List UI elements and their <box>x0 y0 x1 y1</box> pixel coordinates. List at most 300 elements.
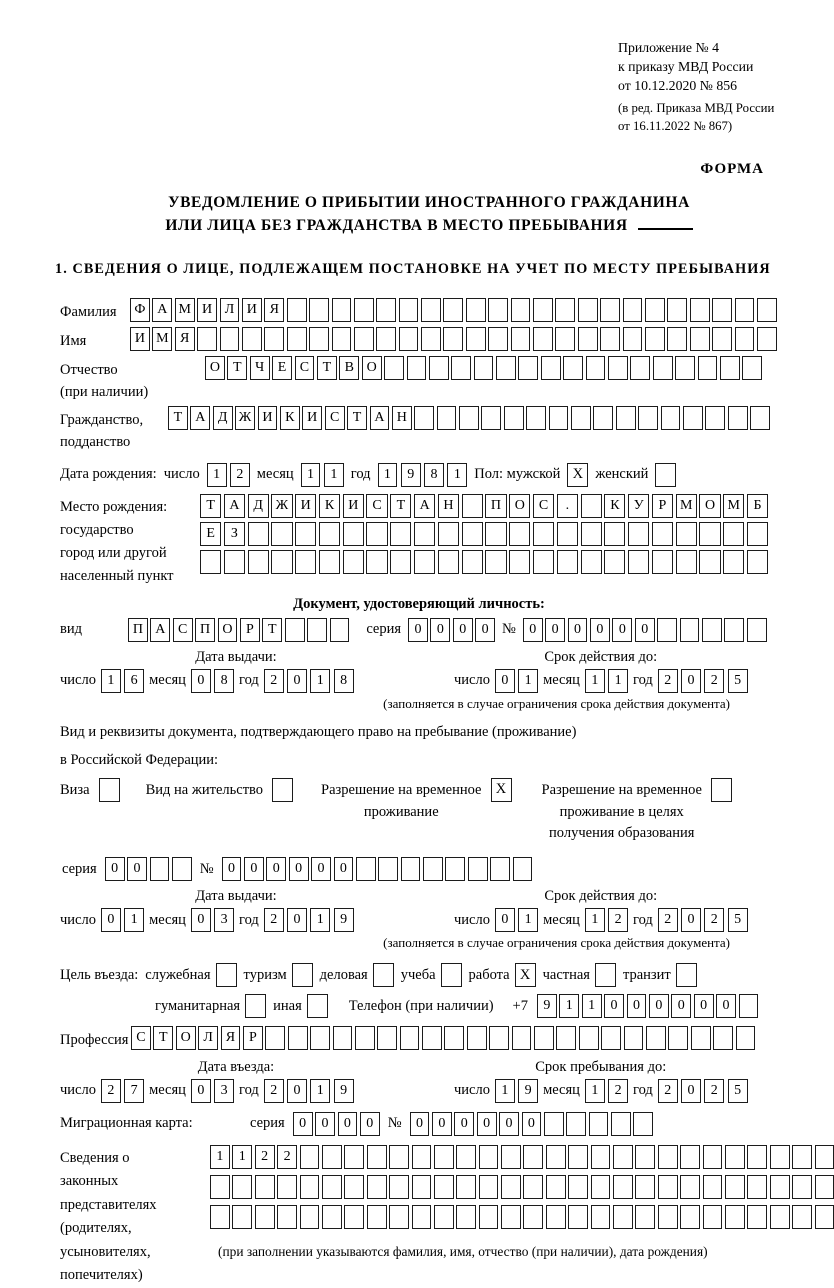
char-box: 2 <box>704 1079 724 1103</box>
birth-month-boxes <box>301 463 344 487</box>
char-box: 0 <box>604 994 624 1018</box>
option-temp-residence-permit-education: Разрешение на временное проживание в целях получения образования <box>542 778 732 845</box>
char-box: 0 <box>191 908 211 932</box>
firstname-boxes <box>130 327 777 351</box>
char-box <box>747 1205 767 1229</box>
char-box: 2 <box>658 908 678 932</box>
char-box: У <box>628 494 649 518</box>
purpose-work-checkbox: X <box>515 963 536 987</box>
identity-issue-month-boxes <box>191 669 234 693</box>
sex-male-checkbox: X <box>567 463 588 487</box>
char-box: 2 <box>658 669 678 693</box>
char-box <box>295 522 316 546</box>
char-box: 1 <box>585 669 605 693</box>
char-box: 0 <box>590 618 610 642</box>
char-box <box>265 1026 285 1050</box>
char-box <box>451 356 471 380</box>
char-box <box>705 406 725 430</box>
char-box: 2 <box>704 908 724 932</box>
char-box <box>376 298 396 322</box>
char-box <box>445 857 465 881</box>
char-box <box>792 1205 812 1229</box>
char-box <box>511 327 531 351</box>
char-box: 0 <box>287 908 307 932</box>
char-box: 1 <box>232 1145 252 1169</box>
char-box: 5 <box>728 1079 748 1103</box>
birth-month-label: месяц <box>256 466 294 483</box>
stay-month-boxes <box>585 1079 628 1103</box>
char-box: 1 <box>310 908 330 932</box>
char-box <box>770 1145 790 1169</box>
identity-doc-header: Документ, удостоверяющий личность: <box>293 595 545 612</box>
purpose-tourism: туризм <box>244 963 313 987</box>
char-box: О <box>509 494 530 518</box>
char-box <box>376 327 396 351</box>
char-box <box>623 298 643 322</box>
char-box <box>557 522 578 546</box>
identity-issue-day-boxes <box>101 669 144 693</box>
purpose-study-checkbox <box>441 963 462 987</box>
char-box <box>747 1175 767 1199</box>
char-box <box>757 327 777 351</box>
char-box <box>443 327 463 351</box>
char-box: А <box>152 298 172 322</box>
char-box: 9 <box>518 1079 538 1103</box>
char-box: 0 <box>635 618 655 642</box>
char-box <box>389 1145 409 1169</box>
residence-doc-number-boxes <box>222 857 533 881</box>
appendix-line-5: от 16.11.2022 № 867) <box>618 118 733 133</box>
char-box: 0 <box>293 1112 313 1136</box>
char-box <box>390 522 411 546</box>
purpose-tourism-checkbox <box>292 963 313 987</box>
birth-date-label: Дата рождения: <box>60 466 157 483</box>
option-visa: Виза <box>60 778 120 802</box>
char-box: 0 <box>495 669 515 693</box>
char-box: 6 <box>124 669 144 693</box>
char-box: 9 <box>537 994 557 1018</box>
char-box <box>690 298 710 322</box>
char-box: А <box>150 618 170 642</box>
birth-place-boxes-row-3 <box>200 550 768 574</box>
char-box: О <box>699 494 720 518</box>
birth-place-label: Место рождения: государство город или другой населенный пункт <box>60 498 174 585</box>
char-box <box>586 356 606 380</box>
char-box <box>489 1026 509 1050</box>
char-box: Т <box>168 406 188 430</box>
char-box: 1 <box>310 1079 330 1103</box>
char-box <box>248 550 269 574</box>
char-box <box>533 550 554 574</box>
char-box <box>630 356 650 380</box>
char-box <box>443 298 463 322</box>
identity-doc-kind-boxes <box>128 618 349 642</box>
char-box <box>601 1026 621 1050</box>
char-box <box>680 618 700 642</box>
char-box <box>533 522 554 546</box>
char-box: А <box>190 406 210 430</box>
char-box: Ж <box>271 494 292 518</box>
char-box <box>390 550 411 574</box>
char-box <box>523 1145 543 1169</box>
purpose-business: деловая <box>320 963 394 987</box>
char-box: 0 <box>222 857 242 881</box>
temp-residence-permit-checkbox: X <box>491 778 512 802</box>
purpose-work: работа X <box>469 963 536 987</box>
char-box <box>723 522 744 546</box>
char-box <box>616 406 636 430</box>
char-box <box>591 1205 611 1229</box>
char-box <box>578 298 598 322</box>
char-box <box>757 298 777 322</box>
char-box: Л <box>220 298 240 322</box>
char-box <box>566 1112 586 1136</box>
stay-year-boxes <box>658 1079 748 1103</box>
char-box <box>750 406 770 430</box>
char-box <box>474 356 494 380</box>
char-box <box>546 1145 566 1169</box>
char-box <box>438 550 459 574</box>
char-box <box>322 1175 342 1199</box>
char-box <box>533 298 553 322</box>
char-box: М <box>723 494 744 518</box>
char-box: 5 <box>728 908 748 932</box>
surname-row <box>60 298 778 324</box>
residence-doc-issue-group: число 0 1 месяц 0 3 год 2 0 1 9 <box>60 908 412 932</box>
char-box <box>568 1145 588 1169</box>
char-box: Е <box>200 522 221 546</box>
char-box <box>593 406 613 430</box>
char-box: 1 <box>447 463 467 487</box>
char-box <box>534 1026 554 1050</box>
char-box: 3 <box>214 1079 234 1103</box>
char-box <box>354 327 374 351</box>
appendix-line-3: от 10.12.2020 № 856 <box>618 78 738 94</box>
patronymic-row <box>60 356 778 404</box>
char-box <box>401 857 421 881</box>
identity-doc-dates <box>60 649 778 693</box>
char-box <box>747 618 767 642</box>
char-box: 1 <box>495 1079 515 1103</box>
phone-label: Телефон (при наличии) <box>348 997 494 1014</box>
char-box: С <box>173 618 193 642</box>
char-box <box>658 1145 678 1169</box>
char-box <box>703 1145 723 1169</box>
char-box <box>511 298 531 322</box>
char-box: 0 <box>454 1112 474 1136</box>
char-box: И <box>295 494 316 518</box>
char-box <box>332 298 352 322</box>
char-box <box>295 550 316 574</box>
char-box: 0 <box>244 857 264 881</box>
char-box <box>288 1026 308 1050</box>
stay-until-group: число 1 9 месяц 1 2 год 2 0 2 5 <box>454 1079 748 1103</box>
char-box <box>815 1205 834 1229</box>
char-box: 0 <box>101 908 121 932</box>
char-box <box>466 327 486 351</box>
char-box <box>485 522 506 546</box>
residence-permit-checkbox <box>272 778 293 802</box>
char-box <box>344 1145 364 1169</box>
char-box <box>725 1205 745 1229</box>
char-box <box>680 1175 700 1199</box>
char-box: 8 <box>214 669 234 693</box>
char-box <box>504 406 524 430</box>
char-box <box>479 1175 499 1199</box>
char-box: А <box>414 494 435 518</box>
legal-reps-boxes-row-2 <box>210 1175 834 1199</box>
char-box: П <box>128 618 148 642</box>
char-box <box>579 1026 599 1050</box>
char-box: К <box>319 494 340 518</box>
char-box: З <box>224 522 245 546</box>
char-box <box>675 356 695 380</box>
char-box <box>589 1112 609 1136</box>
char-box: 2 <box>255 1145 275 1169</box>
char-box: К <box>604 494 625 518</box>
char-box <box>319 550 340 574</box>
char-box: 0 <box>681 908 701 932</box>
char-box <box>501 1175 521 1199</box>
identity-doc-number-boxes <box>523 618 767 642</box>
char-box <box>210 1205 230 1229</box>
char-box: И <box>197 298 217 322</box>
char-box <box>232 1175 252 1199</box>
char-box <box>747 550 768 574</box>
char-box <box>613 1175 633 1199</box>
char-box <box>309 298 329 322</box>
char-box <box>479 1145 499 1169</box>
purpose-official: служебная <box>145 963 236 987</box>
char-box <box>488 327 508 351</box>
char-box <box>770 1175 790 1199</box>
char-box: 0 <box>266 857 286 881</box>
char-box: 8 <box>334 669 354 693</box>
char-box <box>399 327 419 351</box>
char-box <box>723 550 744 574</box>
char-box <box>742 356 762 380</box>
char-box <box>309 327 329 351</box>
char-box <box>344 1175 364 1199</box>
sex-female-checkbox <box>655 463 676 487</box>
identity-valid-month-boxes <box>585 669 628 693</box>
entry-day-boxes <box>101 1079 144 1103</box>
char-box <box>533 327 553 351</box>
char-box <box>512 1026 532 1050</box>
char-box: Я <box>221 1026 241 1050</box>
identity-doc-seriya-boxes <box>408 618 495 642</box>
char-box <box>462 550 483 574</box>
char-box: 0 <box>338 1112 358 1136</box>
char-box <box>725 1175 745 1199</box>
char-box <box>343 550 364 574</box>
char-box <box>635 1145 655 1169</box>
char-box <box>150 857 170 881</box>
blank-underline <box>638 228 693 230</box>
char-box: Е <box>272 356 292 380</box>
birth-year-boxes <box>378 463 468 487</box>
char-box: 0 <box>716 994 736 1018</box>
char-box: 1 <box>310 669 330 693</box>
char-box: 1 <box>124 908 144 932</box>
char-box: О <box>362 356 382 380</box>
char-box <box>600 327 620 351</box>
identity-doc-valid-group: число 0 1 месяц 1 1 год 2 0 2 5 <box>454 669 748 693</box>
char-box: Ч <box>250 356 270 380</box>
char-box <box>421 298 441 322</box>
phone-prefix: +7 <box>512 997 528 1014</box>
char-box <box>703 1205 723 1229</box>
char-box <box>544 1112 564 1136</box>
char-box <box>526 406 546 430</box>
residence-valid-month-boxes <box>585 908 628 932</box>
char-box <box>322 1145 342 1169</box>
char-box <box>735 298 755 322</box>
char-box: О <box>205 356 225 380</box>
char-box: Д <box>213 406 233 430</box>
char-box: Д <box>248 494 269 518</box>
residence-doc-dates <box>60 888 778 932</box>
legal-reps-label: Сведения о законных представителях (родителях, усыновителях, попечителях) <box>60 1149 157 1284</box>
char-box: С <box>295 356 315 380</box>
char-box <box>792 1145 812 1169</box>
char-box: 1 <box>608 669 628 693</box>
char-box <box>479 1205 499 1229</box>
char-box: 2 <box>264 669 284 693</box>
char-box: 0 <box>410 1112 430 1136</box>
char-box <box>513 857 533 881</box>
entry-year-boxes <box>264 1079 354 1103</box>
char-box: 0 <box>432 1112 452 1136</box>
char-box <box>414 522 435 546</box>
identity-doc-kind-row <box>60 618 778 642</box>
char-box <box>645 327 665 351</box>
char-box: Я <box>175 327 195 351</box>
char-box <box>319 522 340 546</box>
char-box: И <box>242 298 262 322</box>
char-box <box>652 522 673 546</box>
char-box: 1 <box>582 994 602 1018</box>
char-box <box>496 356 516 380</box>
char-box <box>255 1205 275 1229</box>
char-box <box>367 1175 387 1199</box>
char-box: 2 <box>608 1079 628 1103</box>
identity-valid-year-boxes <box>658 669 748 693</box>
surname-label: Фамилия <box>60 304 117 321</box>
char-box <box>608 356 628 380</box>
char-box <box>412 1175 432 1199</box>
char-box <box>815 1175 834 1199</box>
char-box <box>556 1026 576 1050</box>
char-box <box>438 522 459 546</box>
char-box <box>485 550 506 574</box>
residence-doc-valid-group: число 0 1 месяц 1 2 год 2 0 2 5 <box>454 908 748 932</box>
char-box: Т <box>227 356 247 380</box>
char-box: А <box>224 494 245 518</box>
char-box <box>172 857 192 881</box>
char-box: И <box>343 494 364 518</box>
char-box <box>680 1145 700 1169</box>
char-box: 0 <box>311 857 331 881</box>
char-box <box>437 406 457 430</box>
legal-reps-note: (при заполнении указываются фамилия, имя, отчество (при наличии), дата рождения) <box>218 1243 708 1259</box>
char-box: П <box>485 494 506 518</box>
char-box <box>429 356 449 380</box>
char-box <box>680 1205 700 1229</box>
char-box <box>676 522 697 546</box>
char-box: 1 <box>585 908 605 932</box>
char-box: 1 <box>301 463 321 487</box>
residence-doc-restriction-note: (заполняется в случае ограничения срока действия документа) <box>383 935 730 951</box>
char-box <box>667 298 687 322</box>
option-temp-residence-permit: Разрешение на временное проживание X <box>321 778 511 824</box>
char-box <box>509 550 530 574</box>
residence-doc-seriya-boxes <box>105 857 192 881</box>
char-box <box>623 327 643 351</box>
char-box <box>633 1112 653 1136</box>
char-box <box>384 356 404 380</box>
char-box: 0 <box>360 1112 380 1136</box>
legal-reps-boxes <box>210 1145 834 1229</box>
char-box <box>462 494 483 518</box>
birth-place-boxes-row-2 <box>200 522 768 546</box>
char-box: 0 <box>105 857 125 881</box>
char-box <box>468 857 488 881</box>
legal-reps-block <box>60 1145 778 1288</box>
char-box: 0 <box>522 1112 542 1136</box>
char-box <box>676 550 697 574</box>
residence-doc-seriya-row <box>60 857 778 881</box>
purpose-transit: транзит <box>623 963 697 987</box>
appendix-line-1: Приложение № 4 <box>618 40 720 55</box>
char-box <box>613 1145 633 1169</box>
char-box <box>792 1175 812 1199</box>
sex-female-label: женский <box>595 466 649 483</box>
char-box <box>399 298 419 322</box>
legal-reps-body <box>210 1145 834 1288</box>
char-box: Н <box>392 406 412 430</box>
char-box: 0 <box>287 1079 307 1103</box>
residence-valid-year-boxes <box>658 908 748 932</box>
char-box: М <box>175 298 195 322</box>
char-box <box>456 1205 476 1229</box>
char-box <box>367 1205 387 1229</box>
char-box: 1 <box>210 1145 230 1169</box>
char-box: В <box>339 356 359 380</box>
char-box <box>400 1026 420 1050</box>
char-box <box>591 1175 611 1199</box>
char-box <box>200 550 221 574</box>
char-box <box>652 550 673 574</box>
char-box <box>287 327 307 351</box>
char-box <box>459 406 479 430</box>
char-box <box>736 1026 756 1050</box>
char-box: 2 <box>230 463 250 487</box>
char-box <box>657 618 677 642</box>
char-box <box>264 327 284 351</box>
migration-card-number-sign: № <box>387 1115 402 1132</box>
char-box <box>568 1205 588 1229</box>
char-box <box>667 327 687 351</box>
char-box <box>271 550 292 574</box>
residence-doc-valid-title: Срок действия до: <box>544 888 658 905</box>
char-box <box>310 1026 330 1050</box>
char-box: 2 <box>101 1079 121 1103</box>
char-box: 9 <box>334 908 354 932</box>
entry-month-boxes <box>191 1079 234 1103</box>
char-box: 9 <box>401 463 421 487</box>
char-box <box>509 522 530 546</box>
